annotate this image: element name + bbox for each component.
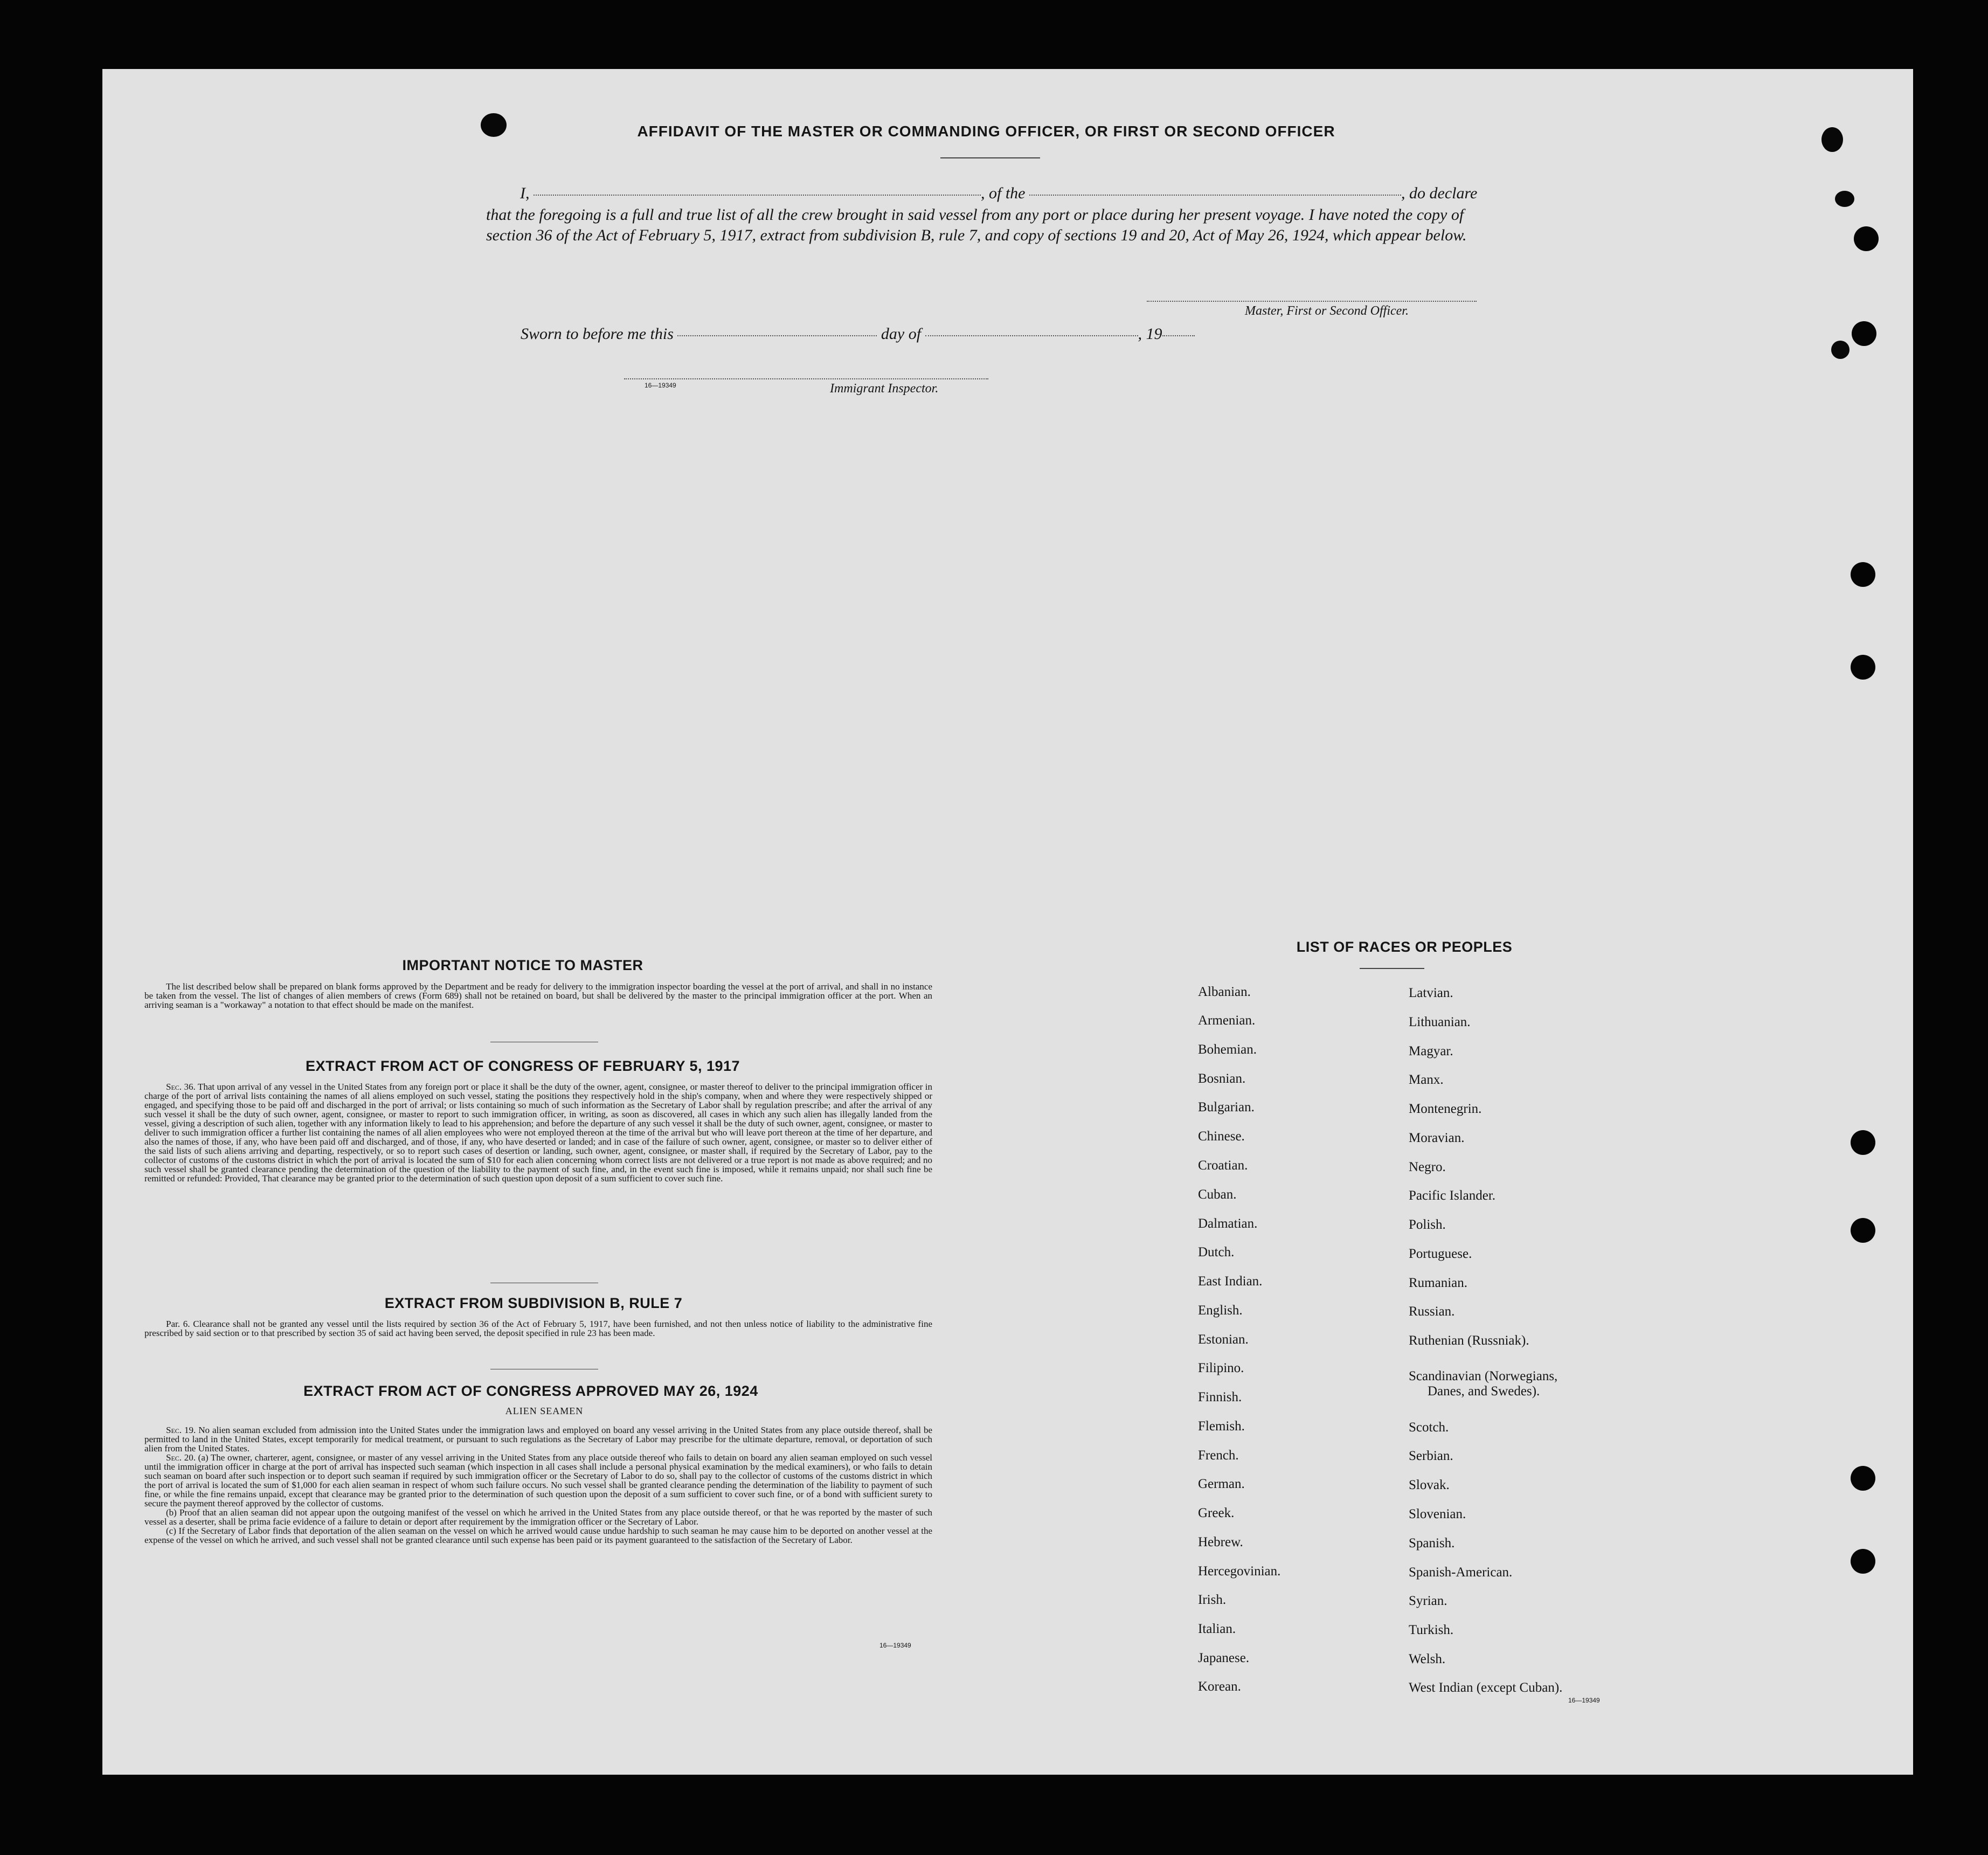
officer-signature-field[interactable] [1147,301,1477,302]
title-divider [940,157,1040,158]
extract-form-number: 16—19349 [879,1642,911,1649]
punch-hole [1851,562,1875,587]
race-item: Scandinavian (Norwegians, [1409,1369,1558,1383]
sworn-prefix: Sworn to before me this [521,325,674,343]
race-item: Filipino. [1198,1361,1244,1375]
race-item: Moravian. [1409,1131,1465,1145]
race-item: Finnish. [1198,1390,1242,1404]
race-item: Lithuanian. [1409,1015,1471,1029]
race-item: Dutch. [1198,1245,1235,1259]
sec-19-text: No alien seaman excluded from admission into the United States under the immigration laws and employed on board any vessel arriving in the United States from any place outside thereof, shall be permitted to land in the United States, except temporarily for medical treatment, or pursuant to such regulations as the Secretary of Labor may prescribe for the ultimate departure, removal, or deportation of such alien from the United States. [144,1425,932,1453]
race-item: West Indian (except Cuban). [1409,1680,1563,1695]
affidavit-title: AFFIDAVIT OF THE MASTER OR COMMANDING OFFICER, OR FIRST OR SECOND OFFICER [637,123,1335,140]
ink-blot [481,113,507,137]
extract-1924-body [144,1425,932,1545]
punch-hole [1851,1549,1875,1574]
punch-hole [1851,655,1875,680]
sec-20a-text: (a) The owner, charterer, agent, consignee, or master of any vessel arriving in the United States from any place outside thereof who fails to detain on board any alien seaman employed on such vessel until the immigration officer in charge at the port of arrival has inspected such seaman (which inspection in all cases shall include a personal physical examination by the medical examiners), or who fails to detain such seaman on board after such inspection or to deport such seaman if required by such immigration officer or the Secretary of Labor to do so, shall pay to the collector of customs of the customs district in which the port of arrival is located the sum of $1,000 for each alien seaman in respect of whom such failure occurs. No such vessel shall be granted clearance pending the determination of the liability to payment of such fine, or while the fine remains unpaid, except that clearance may be granted prior to the determination of such question upon the deposit of a sum sufficient to cover such fine, or of a bond with sufficient surety to secure the payment thereof approved by the collector of customs. [144,1452,932,1508]
ink-blot [1835,191,1854,207]
race-item: Latvian. [1409,986,1453,1000]
race-item: Negro. [1409,1160,1446,1174]
race-item: Italian. [1198,1622,1236,1636]
inspector-signature-label: Immigrant Inspector. [830,382,939,396]
officer-signature-label: Master, First or Second Officer. [1245,304,1409,318]
extract-1924-title: EXTRACT FROM ACT OF CONGRESS APPROVED MAY 26, 1924 [303,1383,758,1399]
declarant-name-field[interactable] [534,193,981,196]
race-item: East Indian. [1198,1274,1263,1289]
sec-20c-paragraph: (c) If the Secretary of Labor finds that deportation of the alien seaman on the vessel on which he arrived would cause undue hardship to such seaman he may cause him to be deported on another vessel at the expense of the vessel on which he arrived, and such vessel shall not be granted clearance until such expense has been paid or its payment guaranteed to the satisfaction of the Secretary of Labor. [144,1526,932,1545]
race-item: Portuguese. [1409,1247,1472,1261]
race-item: Welsh. [1409,1652,1446,1666]
ink-blot [1821,127,1843,152]
race-item: Pacific Islander. [1409,1188,1496,1203]
race-item: Spanish. [1409,1536,1455,1551]
of-the-label: , of the [981,184,1026,202]
race-item: Korean. [1198,1679,1241,1694]
race-item: Syrian. [1409,1594,1447,1608]
important-notice-title: IMPORTANT NOTICE TO MASTER [402,957,643,973]
race-item: Chinese. [1198,1129,1245,1144]
sec-20b-paragraph: (b) Proof that an alien seaman did not appear upon the outgoing manifest of the vessel on which he arrived in the United States from any place outside thereof, or that he was reported by the master of such vessel as a deserter, shall be prima facie evidence of a failure to detain or deport after requirement by the immigration officer or the Secretary of Labor. [144,1507,932,1527]
race-item: Manx. [1409,1072,1444,1087]
declarant-prefix: I, [520,184,530,202]
sec-36-label: Sec. 36. [166,1082,196,1092]
race-item: Armenian. [1198,1013,1256,1028]
races-form-number: 16—19349 [1568,1697,1600,1704]
vessel-name-field[interactable] [1029,193,1401,196]
race-item: German. [1198,1477,1245,1491]
inspector-signature-field[interactable] [624,378,988,379]
race-item: Bosnian. [1198,1071,1246,1086]
punch-hole [1854,226,1879,251]
race-item: Slovenian. [1409,1507,1466,1521]
race-item: Russian. [1409,1304,1455,1319]
affidavit-form-number: 16—19349 [645,382,676,389]
races-title: LIST OF RACES OR PEOPLES [1296,939,1513,955]
race-item: French. [1198,1448,1239,1463]
race-item: Cuban. [1198,1187,1237,1202]
extract-1917-title: EXTRACT FROM ACT OF CONGRESS OF FEBRUARY 5, 1917 [305,1058,740,1074]
sworn-day-of-label: day of [881,325,922,343]
race-item: Albanian. [1198,985,1251,999]
sec-36-text: That upon arrival of any vessel in the United States from any foreign port or place it shall be the duty of the owner, agent, consignee, or master thereof to deliver to the principal immigration officer in charge of the port of arrival lists containing the names of all aliens employed on such vessel, stating the positions they respectively hold in the ship's company, when and where they were respectively shipped or engaged, and specifying those to be paid off and discharged in the port of arrival; or lists containing so much of such information as the Secretary of Labor shall by regulation prescribe; and after the arrival of any such vessel it shall be the duty of such owner, agent, consignee, or master to report to such immigration officer, in writing, as soon as discovered, all cases in which any such alien has illegally landed from the vessel, giving a description of such alien, together with any information likely to lead to his apprehension; and before the departure of any such vessel it shall be the duty of such owner, agent, consignee, or master to deliver to such immigration officer a further list containing the names of all alien employees who were not employed thereon at the time of the arrival but who will leave port thereon at the time of her departure, and also the names of those, if any, who have been paid off and discharged, and of those, if any, who have deserted or landed; and in case of the failure of such owner, agent, consignee, or master so to deliver either of the said lists of such aliens arriving and departing, respectively, or so to report such cases of desertion or landing, such owner, agent, consignee, or master shall, if required by the Secretary of Labor, pay to the collector of customs of the customs district in which the port of arrival is located the sum of $10 for each alien concerning whom correct lists are not delivered or a true report is not made as above required; and no such vessel shall be granted clearance pending the determination of the question of the liability to the payment of such fine, and, in the event such fine is imposed, while it remains unpaid; nor shall such fine be remitted or refunded: Provided, That clearance may be granted prior to the determination of such question upon deposit of a sum sufficient to cover such fine. [144,1082,932,1183]
race-item: Ruthenian (Russniak). [1409,1333,1529,1348]
sworn-year-label: , 19 [1138,325,1162,343]
race-item: Croatian. [1198,1158,1248,1173]
race-item: Slovak. [1409,1478,1450,1492]
declare-label: , do declare [1401,184,1478,202]
punch-hole [1851,1130,1875,1155]
extract-rule7-body: Par. 6. Clearance shall not be granted any vessel until the lists required by section 36 of the Act of February 5, 1917, have been furnished, and not then unless notice of liability to the administrative fine prescribed by said section or to that prescribed by section 35 of said act having been served, the deposit specified in rule 23 has been made. [144,1319,932,1338]
sworn-line [521,325,1195,343]
sworn-day-field[interactable] [677,334,877,336]
race-item: Magyar. [1409,1044,1453,1058]
race-item: Hebrew. [1198,1535,1243,1549]
sec-20a-paragraph [144,1453,932,1508]
race-item: Serbian. [1409,1449,1453,1463]
sec-19-label: Sec. 19. [166,1425,196,1435]
ink-blot [1831,341,1850,359]
sec-20-label: Sec. 20. [166,1452,196,1463]
race-item: Danes, and Swedes). [1428,1384,1540,1399]
punch-hole [1852,321,1876,346]
sworn-month-field[interactable] [925,334,1138,336]
extract-rule7-title: EXTRACT FROM SUBDIVISION B, RULE 7 [384,1295,683,1311]
affidavit-declaration-line [520,184,1477,203]
race-item: Japanese. [1198,1651,1250,1665]
race-item: Greek. [1198,1506,1235,1520]
race-item: English. [1198,1303,1243,1318]
race-item: Scotch. [1409,1420,1449,1435]
important-notice-body: The list described below shall be prepared on blank forms approved by the Department and be ready for delivery to the immigration inspector boarding the vessel at the port of arrival, and shall in no instance be taken from the vessel. The list of changes of alien members of crews (Form 689) shall not be retained on board, but shall be delivered by the master to the principal immigration officer at the port. When an arriving seaman is a "workaway" a notation to that effect should be made on the manifest. [144,981,932,1010]
races-divider [1360,968,1424,969]
race-item: Bohemian. [1198,1042,1257,1057]
race-item: Flemish. [1198,1419,1245,1434]
race-item: Spanish-American. [1409,1565,1513,1580]
race-item: Rumanian. [1409,1276,1468,1290]
sec-19-paragraph [144,1425,932,1453]
punch-hole [1851,1218,1875,1243]
sworn-year-field[interactable] [1162,334,1195,336]
race-item: Polish. [1409,1217,1446,1232]
race-item: Irish. [1198,1593,1227,1607]
alien-seamen-subtitle: ALIEN SEAMEN [505,1406,584,1416]
race-item: Montenegrin. [1409,1102,1482,1116]
race-item: Turkish. [1409,1623,1454,1637]
race-item: Bulgarian. [1198,1100,1255,1115]
race-item: Estonian. [1198,1332,1249,1347]
affidavit-paragraph: that the foregoing is a full and true list of all the crew brought in said vessel from any port or place during her present voyage. I have noted the copy of section 36 of the Act of February 5, 1917, extract from subdivision B, rule 7, and copy of sections 19 and 20, Act of May 26, 1924, which appear below. [486,206,1467,244]
punch-hole [1851,1466,1875,1491]
extract-1917-body [144,1082,932,1183]
race-item: Hercegovinian. [1198,1564,1281,1579]
race-item: Dalmatian. [1198,1216,1258,1231]
